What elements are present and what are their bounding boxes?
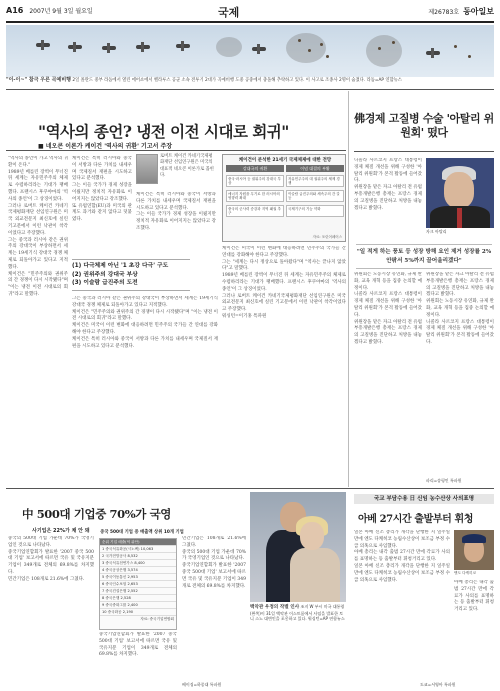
main-subhead: ■ 네오콘 이론가 케이건 '역사의 귀환' 기고서 주장 xyxy=(38,143,173,150)
china-col3 xyxy=(182,536,246,682)
main-col2-bottom xyxy=(72,296,218,482)
france-p7: 위원회는 노동시장 유연화, 규제 완화, 교육 개혁 등을 집중 논의할 예정이다. xyxy=(426,299,494,318)
main-col3-p2: 그는 "세계는 다시 정상으로 돌아왔다"며 "역사는 끝나지 않았다"고 말했다. xyxy=(222,259,346,272)
table-row xyxy=(100,595,176,602)
white-house-caption xyxy=(250,604,346,622)
china-col1 xyxy=(8,536,94,686)
france-p2: 위원장을 맡은 자크 아탈리 전 유럽부흥개발은행 총재는 프랑스 경제의 고질병을 진단하고 처방을 내놓겠다고 밝혔다. xyxy=(354,185,422,211)
main-col2-bottom-p1: 그는 중국과 러시아 같은 권위주의 강대국이 부상하면서 세계는 19세기식 강대국 경쟁 체제로 되돌아가고 있다고 지적했다. xyxy=(72,296,218,308)
table-row xyxy=(100,553,176,560)
cell: 2,552 xyxy=(127,589,138,593)
cell: 5 xyxy=(102,575,105,579)
debris xyxy=(326,55,329,58)
forecast-right-header: 이념 대결의 부활 xyxy=(286,165,344,172)
table-row xyxy=(100,602,176,609)
france-p4: 니콜라 사르코지 프랑스 대통령이 경제 체질 개선을 위해 구성한 '아탈리 위원회'가 본격 활동에 들어갔다. xyxy=(354,292,422,318)
abe-label: 국교 부담수용 日 신임 농수산상 사의표명 xyxy=(354,494,494,504)
person-head xyxy=(300,522,324,550)
cell: 4 xyxy=(102,568,105,572)
china-byline: 베이징=하종대 특파원 xyxy=(182,682,222,687)
person-body xyxy=(290,548,340,602)
cell: 중국인수보험 xyxy=(105,582,127,586)
china-p2: 중국기업연합회가 발표한 '2007 중국 500대 기업' 보고서에 따르면 국유 및 국유지분 기업이 349개로 전체의 69.8%를 차지했다. xyxy=(8,549,94,575)
col-sales: 매출(억 위안) xyxy=(118,540,140,544)
cell: 중국화공 xyxy=(107,610,122,614)
masthead xyxy=(6,5,494,19)
debris xyxy=(468,55,471,58)
cell: 10,063 xyxy=(140,547,154,551)
debris xyxy=(308,49,311,52)
china-col2 xyxy=(99,632,177,686)
table-row xyxy=(100,560,176,567)
china-p3: 민간기업은 108개로 21.6%에 그쳤다. xyxy=(8,576,85,582)
pull-rule xyxy=(72,290,190,291)
top-rule xyxy=(6,21,494,23)
france-col1 xyxy=(354,158,422,242)
china-table xyxy=(99,538,177,630)
jet-icon xyxy=(136,45,150,49)
france-col3 xyxy=(426,272,494,476)
airshow-photo xyxy=(6,25,494,77)
forecast-right-item: 국제기구의 기능 약화 xyxy=(286,205,344,217)
smoke-cloud xyxy=(366,35,402,67)
main-col1-p5: 케이건은 "민주주의와 권위주의 간 경쟁이 다시 시작됐다"며 "이는 냉전 이전 시대로의 회귀"라고 말했다. xyxy=(8,271,68,297)
main-col1-p1: "역사의 종언이 가고 역사의 귀환이 온다." xyxy=(8,156,68,168)
column-divider xyxy=(348,91,349,487)
main-col2-p1: 케이건은 특히 러시아와 중국이 서방과 다른 가치를 내세우며 국제질서 재편을 시도하고 있다고 분석했다. xyxy=(72,156,132,182)
main-col3-p1: 케이건은 미국이 이런 변화에 대응하려면 민주주의 국가들 간 연대를 강화해야 한다고 주장했다. xyxy=(222,246,346,258)
airshow-caption-title: "이-이~" 참극 우른 곡예비행 xyxy=(6,77,71,83)
abe-col1 xyxy=(354,530,450,680)
cell: 2,400 xyxy=(127,603,138,607)
france-rule xyxy=(354,151,494,152)
table-row xyxy=(100,609,176,616)
cell: 8,532 xyxy=(127,554,138,558)
main-col1 xyxy=(8,156,68,482)
main-col3-p4: 그러나 로버트 케이건 카네기국제평화재단 선임연구원은 미국 외교전문지 최신호에 실린 기고문에서 이런 낙관이 착각이었다고 주장했다. xyxy=(222,293,346,313)
cell: 중국석유화공(시노펙) xyxy=(105,547,140,551)
attali-photo xyxy=(426,158,494,228)
forecast-left-item: 중국의 군사력 증강과 지역 패권 추구 xyxy=(226,205,284,217)
pull-rule xyxy=(72,259,190,260)
cell: 2,953 xyxy=(127,575,138,579)
endo-cap xyxy=(462,534,486,543)
china-p6: 중국의 500대 기업 가운데 70%가 국영기업인 것으로 나타났다. xyxy=(182,549,246,562)
france-quote: "일 적게 하는 풍토 등 성장 방해 요인 제거 성장률 2% 안팎서 5%까지 끌어올리겠다" xyxy=(356,244,492,269)
section-title: 국제 xyxy=(218,6,240,19)
main-col2-bottom-p2: 케이건은 "민주주의와 권위주의 간 경쟁이 다시 시작됐다"며 "이는 냉전 이전 시대로의 회귀"라고 말했다. xyxy=(72,309,218,322)
forecast-box-title: 케이건이 분석한 21세기 국제체제에 대한 전망 xyxy=(238,158,332,163)
france-p5: 위원장을 맡은 자크 아탈리 전 유럽부흥개발은행 총재는 프랑스 경제의 고질병을 진단하고 처방을 내놓겠다고 밝혔다. xyxy=(354,319,422,345)
airshow-caption-text: 2일 폴란드 중부 라돔에서 열린 에어쇼에서 벨라루스 공군 소속 전투기 2대가 곡예비행 도중 공중에서 충돌해 추락하고 있다. 이 사고로 조종사 2명이 숨졌다. 라돔=AP 연합뉴스 xyxy=(72,78,402,83)
cell: 중국공상은행 xyxy=(105,568,127,572)
section-rule xyxy=(6,89,494,90)
abe-p2: 아베 총리는 내각 출범 27시간 만에 각료가 사의를 표명하는 등 출발부터 휘청거리고 있다. xyxy=(354,550,450,563)
forecast-left-header: 강대국의 귀환 xyxy=(226,165,284,172)
jet-icon xyxy=(176,44,190,48)
attali-face xyxy=(444,172,474,208)
issue-date: 2007년 9월 3일 월요일 xyxy=(29,8,93,15)
attali-caption: 자크 아탈리 xyxy=(426,229,447,234)
jet-icon xyxy=(252,47,266,51)
pull-quote-1: (1) 다극체제 아닌 '1 초강 다극' 구도 xyxy=(72,263,169,269)
main-col3-byline: 워싱턴=이기홍 특파원 xyxy=(222,313,267,319)
cell: 9 xyxy=(102,603,105,607)
forecast-left-item: 중국·러시아 등 권위주의 강대국 부상 xyxy=(226,175,284,187)
table-row xyxy=(100,546,176,553)
jet-icon xyxy=(68,45,82,49)
table-row xyxy=(100,567,176,574)
main-col2b-p1: 케이건은 특히 러시아와 중국이 서방과 다른 가치를 내세우며 국제질서 재편을 시도하고 있다고 분석했다. xyxy=(136,192,216,211)
cell: 7 xyxy=(102,589,105,593)
main-col3 xyxy=(222,246,346,482)
white-house-photo xyxy=(250,492,346,602)
debris xyxy=(320,43,323,46)
cell: 8,400 xyxy=(134,561,145,565)
china-table-header xyxy=(100,539,176,546)
forecast-right-item: 자유민주주의 대 권위주의 체제 경쟁 xyxy=(286,175,344,187)
main-rule xyxy=(6,150,346,151)
china-subhead: 사기업은 22%가 채 안 돼 xyxy=(32,528,90,534)
forecast-left-item: 에너지 자원을 무기로 한 러시아의 영향력 확대 xyxy=(226,190,284,202)
kagan-portrait xyxy=(136,154,158,184)
abe-byline: 도쿄=서영아 특파원 xyxy=(420,682,456,687)
kagan-portrait-caption: 로버트 케이건 카네기국제평화재단 선임연구원은 미국의 대표적 네오콘 이론가로 꼽힌다. xyxy=(160,154,214,179)
debris xyxy=(454,45,457,48)
debris xyxy=(378,47,381,50)
cell: 2,528 xyxy=(120,596,131,600)
abe-p1: 일본 아베 신조 총리가 개각을 단행한 지 일주일 만에 엔도 다케히코 농림수산상이 보조금 부정 수급 의혹으로 사임했다. xyxy=(354,530,450,549)
cell: 2 xyxy=(102,554,105,558)
debris xyxy=(392,41,395,44)
forecast-right-item: 이슬람 급진주의와 세속주의 간 갈등 xyxy=(286,190,344,202)
cell: 중국건설은행 xyxy=(105,589,127,593)
main-col3-p3: 1989년 베를린 장벽이 무너진 뒤 세계는 자유민주주의 체제로 수렴하리라는 기대가 팽배했다. 프랜시스 후쿠야마의 '역사의 종언'이 그 상징이었다. xyxy=(222,273,346,292)
abe-p3: 일본 아베 신조 총리가 개각을 단행한 지 일주일 만에 엔도 다케히코 농림수산상이 보조금 부정 수급 의혹으로 사임했다. xyxy=(354,563,450,583)
cell: 3,574 xyxy=(127,568,138,572)
jet-icon xyxy=(102,46,116,50)
white-house-caption-title: 백악관 우정의 작별 인사 xyxy=(250,605,300,610)
newspaper-name: 동아일보 xyxy=(463,7,494,16)
abe-p4: 아베 총리는 내각 출범 27시간 만에 각료가 사의를 표명하는 등 출발부터 휘청거리고 있다. xyxy=(454,580,494,613)
china-p7: 중국기업연합회가 발표한 '2007 중국 500대 기업' 보고서에 따르면 국유 및 국유지분 기업이 349개로 전체의 69.8%를 차지했다. xyxy=(182,563,246,589)
cell: 중국은행 xyxy=(105,596,120,600)
france-byline: 파리=송평인 특파원 xyxy=(426,478,462,483)
main-col2-bottom-p3: 케이건은 미국이 이런 변화에 대응하려면 민주주의 국가들 간 연대를 강화해야 한다고 주장했다. xyxy=(72,323,218,335)
issue-number: 제26783호 xyxy=(428,9,460,16)
col-rank: 순위 xyxy=(102,540,109,544)
forecast-source: 자료: 포린어페어스 xyxy=(312,235,342,239)
france-p1: 니콜라 사르코지 프랑스 대통령이 경제 체질 개선을 위해 구성한 '아탈리 위원회'가 본격 활동에 들어갔다. xyxy=(354,158,422,184)
jet-icon xyxy=(426,51,440,55)
main-col2-bottom-p4: 케이건은 특히 러시아와 중국이 서방과 다른 가치를 내세우며 국제질서 재편을 시도하고 있다고 분석했다. xyxy=(72,336,218,349)
smoke-cloud xyxy=(216,37,242,57)
smoke-cloud xyxy=(286,33,326,63)
france-headline: 佛경제 고질병 수술 '아탈리 위원회' 떴다 xyxy=(354,112,494,139)
col-company: 기업 xyxy=(110,540,118,544)
main-col2b-p2: 그는 이들 국가가 경제 성장을 이뤘지만 정치적 자유화로 이어지지는 않았다고 강조했다. xyxy=(136,212,216,231)
attali-tie xyxy=(457,208,462,228)
france-p6: 위원장을 맡은 자크 아탈리 전 유럽부흥개발은행 총재는 프랑스 경제의 고질병을 진단하고 처방을 내놓겠다고 밝혔다. xyxy=(426,272,494,298)
cell: 중국이동통신 xyxy=(105,575,127,579)
forecast-box xyxy=(222,154,346,242)
china-headline: 中 500대 기업중 70%가 국영 xyxy=(22,507,172,521)
masthead-left xyxy=(6,6,93,15)
france-p8: 니콜라 사르코지 프랑스 대통령이 경제 체질 개선을 위해 구성한 '아탈리 위원회'가 본격 활동에 들어갔다. xyxy=(426,319,494,345)
china-p1: 중국의 500대 기업 가운데 70%가 국영기업인 것으로 나타났다. xyxy=(8,536,94,548)
abe-col2 xyxy=(454,580,494,680)
cell: 중국중화그룹 xyxy=(105,603,127,607)
endo-caption: 엔도 다케히코 xyxy=(454,571,476,575)
cell: 2,190 xyxy=(122,610,134,614)
endo-photo xyxy=(454,530,494,570)
cell: 8 xyxy=(102,596,105,600)
main-col2-p3: 또 유럽연합(EU)과 미국의 관계도 과거와 같지 않다고 덧붙였다. xyxy=(72,203,132,223)
main-col2-top xyxy=(72,156,132,256)
main-col1-p2: 1989년 베를린 장벽이 무너진 뒤 세계는 자유민주주의 체제로 수렴하리라는 기대가 팽배했다. 프랜시스 후쿠야마의 '역사의 종언'이 그 상징이었다. xyxy=(8,169,68,202)
cell: 1 xyxy=(102,547,105,551)
masthead-right xyxy=(428,6,494,17)
table-row xyxy=(100,574,176,581)
cell: 3 xyxy=(102,561,105,565)
china-p5: 민간기업은 108개로 21.6%에 그쳤다. xyxy=(182,536,246,548)
france-p3: 위원회는 노동시장 유연화, 규제 완화, 교육 개혁 등을 집중 논의할 예정이다. xyxy=(354,272,422,291)
table-row xyxy=(100,581,176,588)
pull-quotes xyxy=(72,262,168,288)
china-p4: 중국기업연합회가 발표한 '2007 중국 500대 기업' 보고서에 따르면 국유 및 국유지분 기업이 349개로 전체의 69.8%를 차지했다. xyxy=(99,632,177,658)
jet-icon xyxy=(36,43,50,47)
bottom-rule xyxy=(6,488,494,489)
airshow-caption xyxy=(6,78,494,83)
main-col2b xyxy=(136,192,216,256)
china-table-source: 자료: 중국기업연합회 xyxy=(140,617,174,621)
cell: 중국석유천연가스 xyxy=(105,561,134,565)
pull-quote-2: (2) 권위주의 강대국 부상 xyxy=(72,271,138,278)
cell: 국가전망공사 xyxy=(105,554,127,558)
cell: 10 xyxy=(102,610,107,614)
pull-quote-3: (3) 이슬람 급진주의 도전 xyxy=(72,280,138,287)
abe-headline: 아베 27시간 출발부터 휘청 xyxy=(358,514,473,525)
main-col1-p4: 그는 중국과 러시아 같은 권위주의 강대국이 부상하면서 세계는 19세기식 강대국 경쟁 체제로 되돌아가고 있다고 지적했다. xyxy=(8,237,68,270)
table-row xyxy=(100,588,176,595)
cell: 2,653 xyxy=(127,582,138,586)
main-headline: "역사의 종언? 냉전 이전 시대로 회귀" xyxy=(38,122,289,141)
debris xyxy=(298,39,301,42)
france-col2 xyxy=(354,272,422,482)
china-table-title: 중국 500대 기업 중 매출액 상위 10개 기업 xyxy=(100,530,184,535)
main-col2-p2: 그는 이들 국가가 경제 성장을 이뤘지만 정치적 자유화로 이어지지는 않았다고 강조했다. xyxy=(72,183,132,202)
white-house-caption-text: 조지 W 부시 미국 대통령(왼쪽)이 31일 백악관 이스트룸에서 사임을 발표한 토니 스노 대변인을 포옹하고 있다. 워싱턴=AP 연합뉴스 xyxy=(250,604,345,622)
cell: 6 xyxy=(102,582,105,586)
main-col1-p3: 그러나 로버트 케이건 카네기국제평화재단 선임연구원은 미국 외교전문지 최신호에 실린 기고문에서 이런 낙관이 착각이었다고 주장했다. xyxy=(8,203,68,236)
page-number: A16 xyxy=(6,6,24,15)
